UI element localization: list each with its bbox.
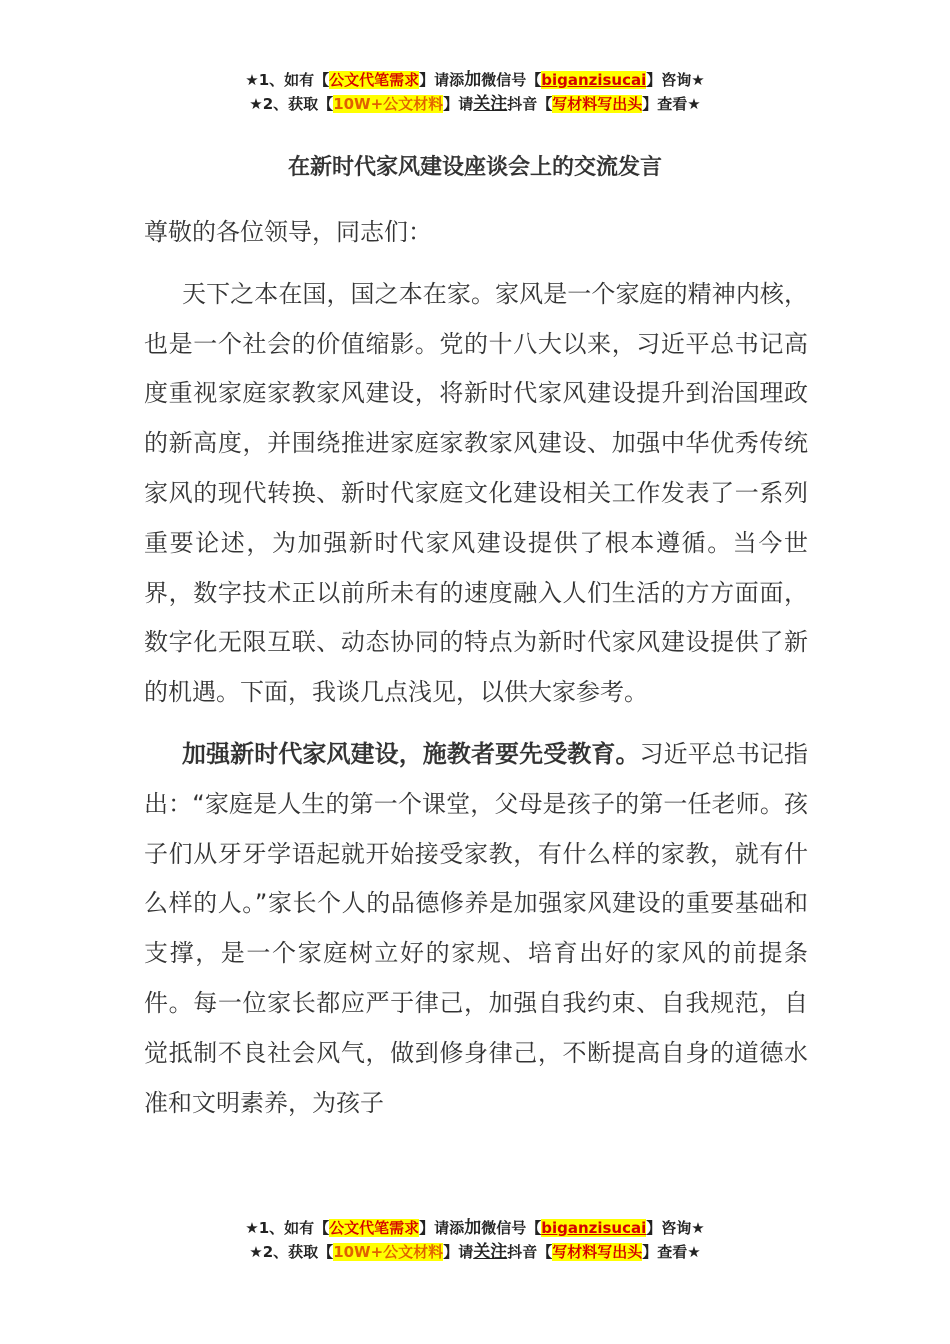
banner-text: 】咨询★	[646, 1219, 705, 1237]
wechat-id-link[interactable]: biganzisucai	[541, 1219, 647, 1237]
banner-text: 抖音【	[507, 1243, 553, 1261]
document-body	[144, 208, 808, 1140]
banner-highlight: 10W+公文材料	[333, 1243, 444, 1261]
banner-emphasis: 关注	[473, 1242, 508, 1262]
banner-text: ★1、如有【	[245, 1219, 330, 1237]
banner-emphasis: 加	[464, 1218, 482, 1238]
banner-line-2	[0, 1240, 950, 1264]
banner-highlight: 公文代笔需求	[329, 71, 420, 89]
wechat-id-link[interactable]: biganzisucai	[541, 71, 647, 89]
banner-text: 微信号【	[481, 1219, 542, 1237]
banner-line-2	[0, 92, 950, 116]
banner-text: 抖音【	[507, 95, 553, 113]
footer-banner	[0, 1216, 950, 1264]
banner-text: ★2、获取【	[249, 95, 334, 113]
banner-text: 】请	[443, 1243, 474, 1261]
banner-text: ★1、如有【	[245, 71, 330, 89]
banner-text: 】咨询★	[646, 71, 705, 89]
banner-emphasis: 关注	[473, 94, 508, 114]
header-banner	[0, 68, 950, 116]
banner-text: 】查看★	[642, 95, 701, 113]
paragraph-text: 习近平总书记指出：“家庭是人生的第一个课堂，父母是孩子的第一任老师。孩子们从牙牙学语起就开始接受家教，有什么样的家教，就有什么样的人。”家长个人的品德修养是加强家风建设的重要基础和支撑，是一个家庭树立好的家规、培育出好的家风的前提条件。每一位家长都应严于律己，加强自我约束、自我规范，自觉抵制不良社会风气，做到修身律己，不断提高自身的道德水准和文明素养，为孩子	[144, 739, 809, 1117]
banner-highlight: 公文代笔需求	[329, 1219, 420, 1237]
banner-text: 微信号【	[481, 71, 542, 89]
banner-emphasis: 加	[464, 70, 482, 90]
banner-text: 】请添	[419, 71, 465, 89]
banner-highlight: 10W+公文材料	[333, 95, 444, 113]
paragraph-education	[144, 730, 808, 1128]
banner-line-1	[0, 68, 950, 92]
douyin-account-highlight: 写材料写出头	[552, 1243, 643, 1261]
banner-text: 】查看★	[642, 1243, 701, 1261]
banner-line-1	[0, 1216, 950, 1240]
banner-text: 】请添	[419, 1219, 465, 1237]
banner-text: ★2、获取【	[249, 1243, 334, 1261]
paragraph-heading: 加强新时代家风建设，施教者要先受教育。	[182, 739, 640, 768]
douyin-account-highlight: 写材料写出头	[552, 95, 643, 113]
document-title: 在新时代家风建设座谈会上的交流发言	[287, 155, 662, 180]
paragraph-intro: 天下之本在国，国之本在家。家风是一个家庭的精神内核，也是一个社会的价值缩影。党的十八大以来，习近平总书记高度重视家庭家教家风建设，将新时代家风建设提升到治国理政的新高度，并围绕推进家庭家教家风建设、加强中华优秀传统家风的现代转换、新时代家庭文化建设相关工作发表了一系列重要论述，为加强新时代家风建设提供了根本遵循。当今世界，数字技术正以前所未有的速度融入人们生活的方方面面，数字化无限互联、动态协同的特点为新时代家风建设提供了新的机遇。下面，我谈几点浅见，以供大家参考。	[144, 279, 808, 707]
salutation: 尊敬的各位领导，同志们：	[144, 218, 432, 246]
banner-text: 】请	[443, 95, 474, 113]
